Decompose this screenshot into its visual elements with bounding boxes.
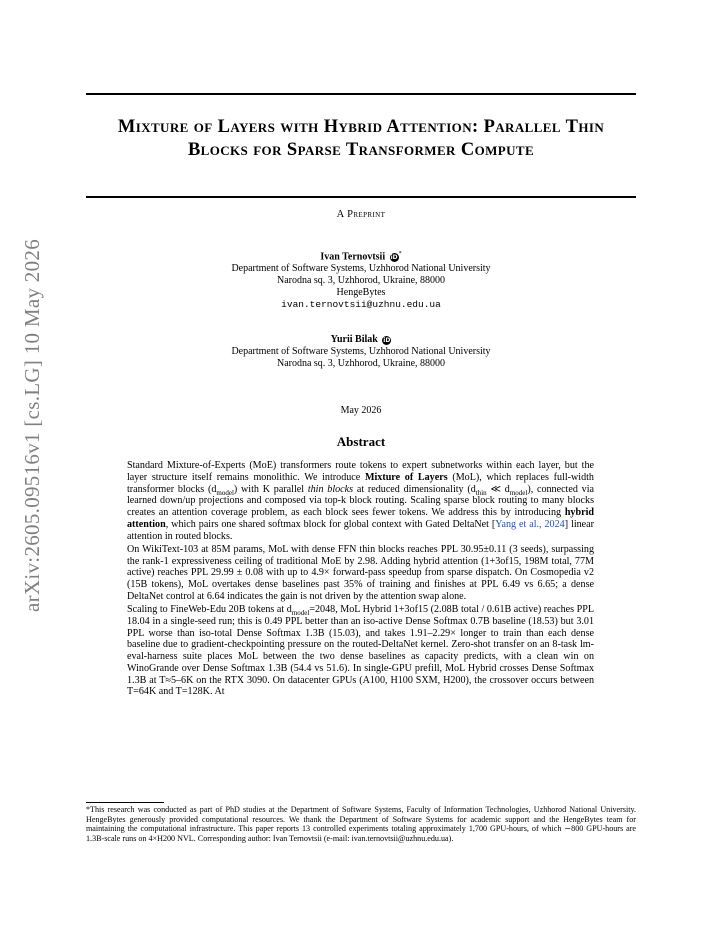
author-name: Yurii Bilak [330, 334, 378, 345]
text-run: =2048, MoL Hybrid 1+3of15 (2.08B total / 0.61B active) reaches PPL 18.04 in a single-seed run; this is 0.49 PPL better than an iso-active Dense Softmax 0.7B baseline (18.53) but 3.01 PPL worse than iso-total Dense Softmax 1.3B (15.03), and takes 1.91–2.29× longer to train than each dense baseline due to gradient-checkpointing pressure on the routed-DeltaNet kernel. Zero-shot transfer on an 8-task lm-eval-harness suite places MoL between the two dense baselines as capacity predicts, with a clean win on WinoGrande over Dense Softmax 1.3B (54.4 vs 51.6). In single-GPU prefill, MoL Hybrid crosses Dense Softmax 1.3B at T≈5–6K on the RTX 3090. On datacenter GPUs (A100, H100 SXM, H200), the crossover occurs between T=64K and T=128K. At [127, 604, 595, 698]
preprint-label: A Preprint [336, 209, 386, 220]
abstract-paragraph-2: On WikiText-103 at 85M params, MoL with dense FFN thin blocks reaches PPL 30.95±0.11 (3 seeds), surpassing the rank-1 expressiveness ceiling of traditional MoE by 2.98. Adding hybrid attention (1+3of15, 198M total, 77M active) reaches PPL 29.99 ± 0.08 with up to 4.9× forward-pass speedup from sparse dispatch. On Cosmopedia v2 (15B tokens), MoL overtakes dense baselines past 35% of training and finishes at PPL 6.49 vs 6.65; a dense DeltaNet control at 6.64 indicates the gain is not driven by the attention swap alone. [127, 543, 594, 602]
paper-title: Mixture of Layers with Hybrid Attention: Parallel Thin Blocks for Sparse Transformer Compute [117, 117, 605, 160]
author-email[interactable]: ivan.ternovtsii@uzhnu.edu.ua [281, 298, 441, 310]
subscript: thin [475, 488, 487, 497]
author-name: Ivan Ternovtsii [320, 251, 386, 263]
text-run: at reduced dimensionality (d [353, 483, 476, 495]
bold-term: hybrid attention [127, 507, 594, 530]
bold-term: Mixture of Layers [364, 471, 448, 483]
abstract-paragraph-3 [127, 604, 594, 698]
subscript: model [291, 609, 310, 618]
author-address: Narodna sq. 3, Uzhhorod, Ukraine, 88000 [276, 357, 446, 369]
text-run: ) with K parallel [233, 483, 308, 495]
arxiv-identifier-stamp [10, 205, 54, 645]
author-block-2 [86, 334, 636, 369]
author-address: Narodna sq. 3, Uzhhorod, Ukraine, 88000 [276, 274, 446, 286]
footnote-marker: * [398, 251, 402, 257]
author-affiliation-2: HengeBytes [336, 286, 386, 298]
author-affiliation: Department of Software Systems, Uzhhorod National University [231, 263, 491, 275]
text-run: ), connected via learned down/up projections and composed via top-k block routing. Scaling sparse block routing to many blocks creates an attention coverage problem, as each block sees fewer tokens. We address this by introducing [127, 483, 594, 518]
text-run: (MoL), which replaces full-width transformer blocks (d [127, 471, 594, 495]
subscript: model [216, 488, 234, 497]
citation-link[interactable]: Yang et al., 2024 [495, 518, 565, 530]
abstract-heading: Abstract [336, 434, 386, 449]
italic-term: thin blocks [307, 483, 354, 495]
publication-date: May 2026 [340, 405, 382, 416]
title-rule-top [86, 93, 636, 95]
text-run: Scaling to FineWeb-Edu 20B tokens at d [127, 604, 292, 615]
arxiv-identifier: arXiv:2605.09516v1 [cs.LG] 10 May 2026 [19, 238, 44, 612]
text-run: Standard Mixture-of-Experts (MoE) transformers route tokens to expert subnetworks within each layer, but the layer structure itself remains monolithic. We introduce [127, 460, 594, 483]
orcid-icon[interactable]: iD [383, 337, 391, 344]
footnote: *This research was conducted as part of PhD studies at the Department of Software Systems, Faculty of Information Technologies, Uzhhorod National University. HengeBytes generously provided computational resources. We thank the Department of Software Systems for academic support and the HengeBytes team for maintaining the computational infrastructure. This paper reports 13 controlled experiments totaling approximately 1,700 GPU-hours, of which ∼800 GPU-hours are 1.3B-scale runs on 4×H200 NVL. Corresponding author: Ivan Ternovtsii (e-mail: ivan.ternovtsii@uzhnu.edu.ua). [86, 805, 636, 844]
abstract-paragraph-1 [127, 460, 594, 542]
author-block-1 [86, 249, 636, 310]
author-affiliation: Department of Software Systems, Uzhhorod National University [231, 345, 491, 357]
footnote-rule [86, 802, 164, 803]
subscript: model [509, 488, 528, 497]
text-run: , which pairs one shared softmax block for global context with Gated DeltaNet [ [165, 518, 496, 530]
title-rule-bottom [86, 196, 636, 198]
text-run: ] linear attention in routed blocks. [127, 518, 594, 542]
abstract-body [127, 460, 594, 700]
text-run: ≪ d [486, 483, 510, 495]
orcid-icon[interactable]: iD [390, 254, 398, 262]
